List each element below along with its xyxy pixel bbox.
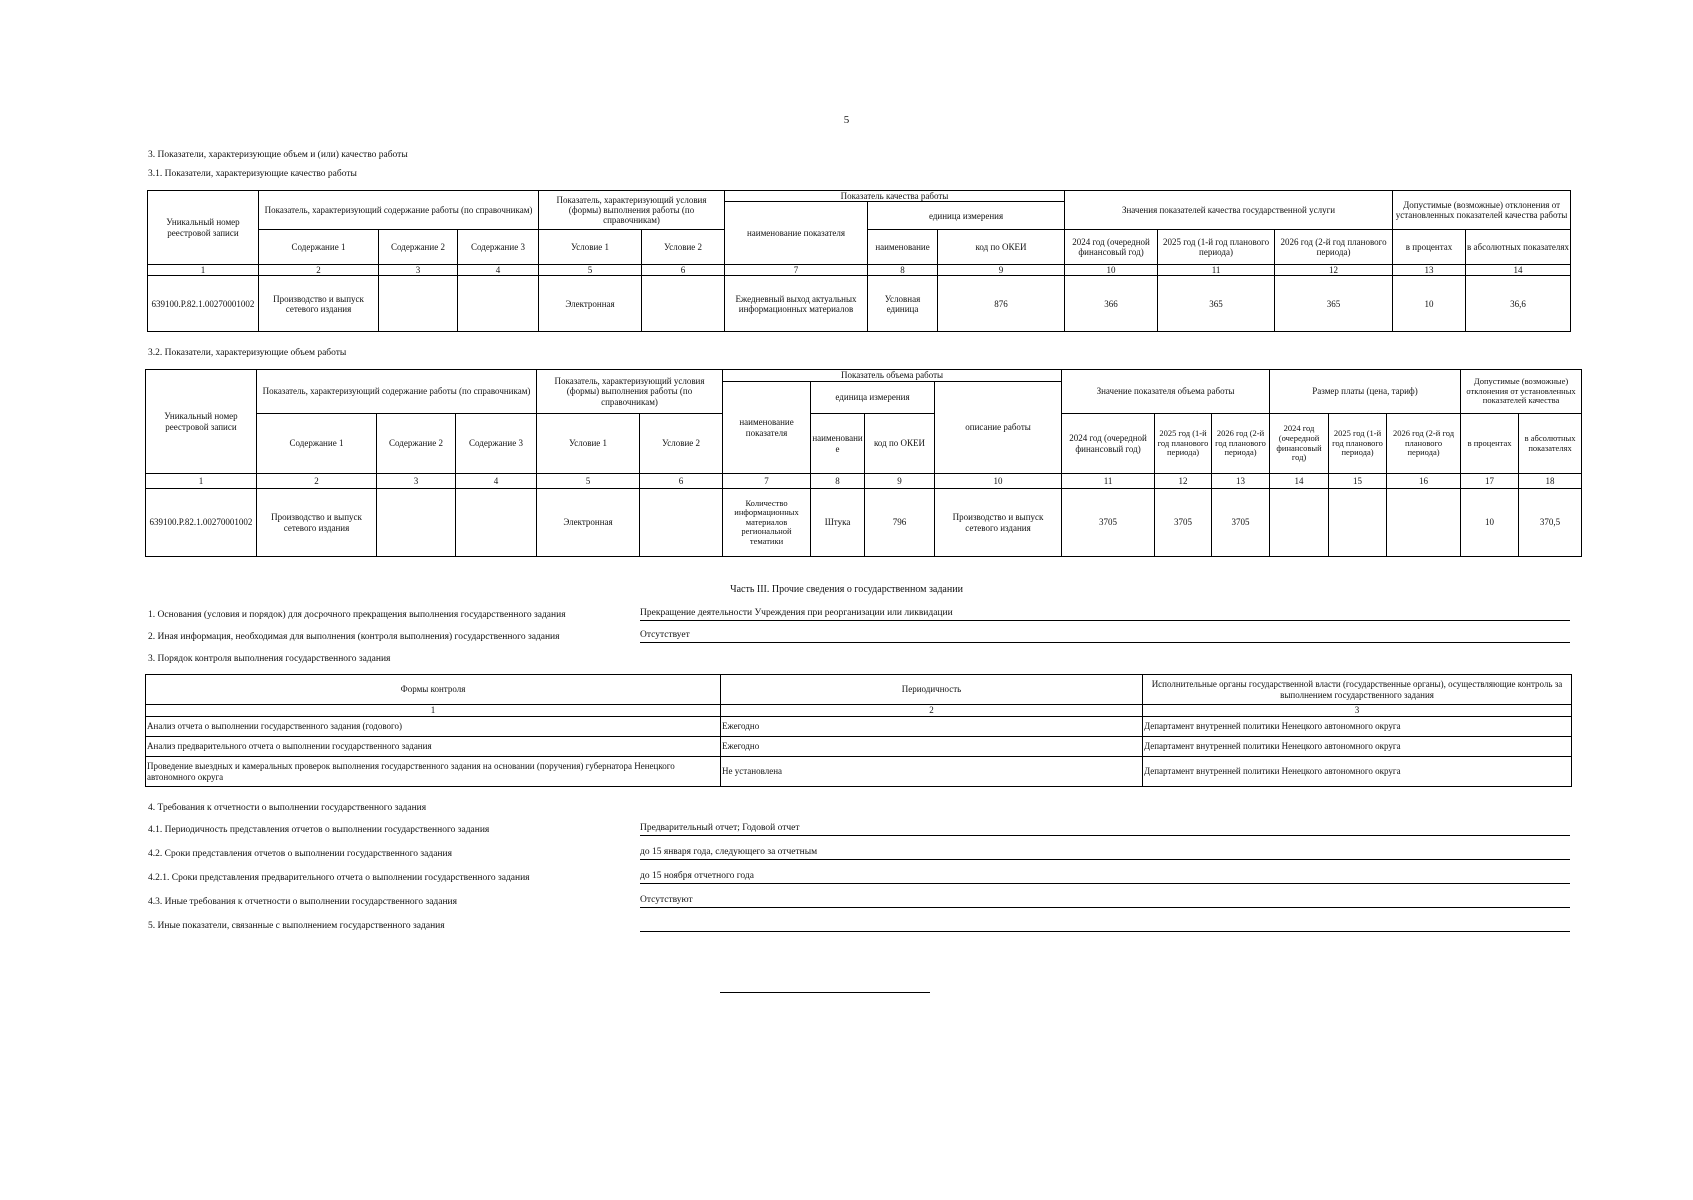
col-number: 8 xyxy=(868,265,938,276)
field-label: 4.3. Иные требования к отчетности о выполнении государственного задания xyxy=(148,897,457,907)
field-label: 2. Иная информация, необходимая для выполнения (контроля выполнения) государственного задания xyxy=(148,632,560,642)
cell-f2026 xyxy=(1387,489,1461,557)
column-numbers-row xyxy=(146,474,1582,489)
page-number: 5 xyxy=(843,114,850,126)
field-value: Прекращение деятельности Учреждения при реорганизации или ликвидации xyxy=(640,608,1570,621)
cell-periodicity: Не установлена xyxy=(721,757,1143,787)
cell-absolute: 370,5 xyxy=(1519,489,1582,557)
control-title: 3. Порядок контроля выполнения государственного задания xyxy=(148,654,391,664)
col-number: 12 xyxy=(1155,474,1212,489)
header-fee: Размер платы (цена, тариф) xyxy=(1270,370,1461,414)
section-3-2-title: 3.2. Показатели, характеризующие объем работы xyxy=(148,348,347,358)
header-fee-y2026: 2026 год (2-й год планового периода) xyxy=(1387,414,1461,474)
header-content3: Содержание 3 xyxy=(456,414,537,474)
col-number: 14 xyxy=(1466,265,1571,276)
control-table xyxy=(145,674,1572,787)
header-periodicity: Периодичность xyxy=(721,675,1143,705)
header-absolute: в абсолютных показателях xyxy=(1519,414,1582,474)
cell-work-desc: Производство и выпуск сетевого издания xyxy=(935,489,1062,557)
col-number: 18 xyxy=(1519,474,1582,489)
cell-v2024: 3705 xyxy=(1062,489,1155,557)
col-number: 11 xyxy=(1062,474,1155,489)
cell-okei: 796 xyxy=(865,489,935,557)
col-number: 9 xyxy=(865,474,935,489)
col-number: 3 xyxy=(1143,705,1572,717)
table-row xyxy=(146,737,1572,757)
section-3-title: 3. Показатели, характеризующие объем и (или) качество работы xyxy=(148,150,408,160)
header-cond1: Условие 1 xyxy=(537,414,640,474)
header-y2024: 2024 год (очередной финансовый год) xyxy=(1065,230,1158,265)
col-number: 10 xyxy=(1065,265,1158,276)
cell-content2 xyxy=(377,489,456,557)
cell-unique-number: 639100.Р.82.1.00270001002 xyxy=(148,276,259,332)
header-absolute: в абсолютных показателях xyxy=(1466,230,1571,265)
cell-cond2 xyxy=(642,276,725,332)
header-okei: код по ОКЕИ xyxy=(865,414,935,474)
cell-content2 xyxy=(379,276,458,332)
header-control-form: Формы контроля xyxy=(146,675,721,705)
col-number: 8 xyxy=(811,474,865,489)
field-label: 1. Основания (условия и порядок) для досрочного прекращения выполнения государственного задания xyxy=(148,610,566,620)
cell-cond1: Электронная xyxy=(539,276,642,332)
header-content-indicator: Показатель, характеризующий содержание работы (по справочникам) xyxy=(259,191,539,230)
col-number: 13 xyxy=(1393,265,1466,276)
header-y2026: 2026 год (2-й год планового периода) xyxy=(1212,414,1270,474)
cell-content3 xyxy=(458,276,539,332)
header-quality-indicator: Показатель качества работы xyxy=(725,191,1065,202)
header-okei: код по ОКЕИ xyxy=(938,230,1065,265)
header-percent: в процентах xyxy=(1393,230,1466,265)
col-number: 3 xyxy=(377,474,456,489)
header-content1: Содержание 1 xyxy=(259,230,379,265)
col-number: 16 xyxy=(1387,474,1461,489)
col-number: 7 xyxy=(725,265,868,276)
field-label: 5. Иные показатели, связанные с выполнением государственного задания xyxy=(148,921,445,931)
col-number: 3 xyxy=(379,265,458,276)
header-content1: Содержание 1 xyxy=(257,414,377,474)
cell-control-body: Департамент внутренней политики Ненецкого автономного округа xyxy=(1143,737,1572,757)
header-value: Значение показателя объема работы xyxy=(1062,370,1270,414)
cell-f2024 xyxy=(1270,489,1329,557)
header-content-indicator: Показатель, характеризующий содержание работы (по справочникам) xyxy=(257,370,537,414)
header-y2025: 2025 год (1-й год планового периода) xyxy=(1158,230,1275,265)
column-numbers-row xyxy=(146,705,1572,717)
column-numbers-row xyxy=(148,265,1571,276)
cell-content3 xyxy=(456,489,537,557)
cell-v2025: 3705 xyxy=(1155,489,1212,557)
col-number: 14 xyxy=(1270,474,1329,489)
col-number: 1 xyxy=(148,265,259,276)
header-content2: Содержание 2 xyxy=(379,230,458,265)
cell-control-body: Департамент внутренней политики Ненецкого автономного округа xyxy=(1143,717,1572,737)
header-condition-indicator: Показатель, характеризующий условия (формы) выполнения работы (по справочникам) xyxy=(537,370,723,414)
cell-periodicity: Ежегодно xyxy=(721,737,1143,757)
col-number: 2 xyxy=(259,265,379,276)
cell-okei: 876 xyxy=(938,276,1065,332)
table-row xyxy=(146,489,1582,557)
quality-table xyxy=(147,190,1571,332)
field-value: до 15 января года, следующего за отчетным xyxy=(640,847,1570,860)
field-value: до 15 ноября отчетного года xyxy=(640,871,1570,884)
cell-f2025 xyxy=(1329,489,1387,557)
header-cond2: Условие 2 xyxy=(640,414,723,474)
header-unit-name: наименование xyxy=(868,230,938,265)
header-unique-number: Уникальный номер реестровой записи xyxy=(148,191,259,265)
col-number: 11 xyxy=(1158,265,1275,276)
header-unit: единица измерения xyxy=(868,202,1065,230)
header-y2024: 2024 год (очередной финансовый год) xyxy=(1062,414,1155,474)
col-number: 15 xyxy=(1329,474,1387,489)
col-number: 2 xyxy=(257,474,377,489)
field-label: 4.2. Сроки представления отчетов о выполнении государственного задания xyxy=(148,849,452,859)
col-number: 10 xyxy=(935,474,1062,489)
cell-unique-number: 639100.Р.82.1.00270001002 xyxy=(146,489,257,557)
header-y2026: 2026 год (2-й год планового периода) xyxy=(1275,230,1393,265)
cell-unit-name: Штука xyxy=(811,489,865,557)
col-number: 17 xyxy=(1461,474,1519,489)
header-content3: Содержание 3 xyxy=(458,230,539,265)
field-value: Отсутствуют xyxy=(640,895,1570,908)
cell-control-body: Департамент внутренней политики Ненецкого автономного округа xyxy=(1143,757,1572,787)
col-number: 12 xyxy=(1275,265,1393,276)
col-number: 7 xyxy=(723,474,811,489)
cell-v2025: 365 xyxy=(1158,276,1275,332)
header-unit: единица измерения xyxy=(811,382,935,414)
table-row xyxy=(146,757,1572,787)
header-cond2: Условие 2 xyxy=(642,230,725,265)
field-value: Предварительный отчет; Годовой отчет xyxy=(640,823,1570,836)
header-cond1: Условие 1 xyxy=(539,230,642,265)
cell-cond2 xyxy=(640,489,723,557)
cell-v2026: 365 xyxy=(1275,276,1393,332)
header-y2025: 2025 год (1-й год планового периода) xyxy=(1155,414,1212,474)
cell-indicator-name: Ежедневный выход актуальных информационных материалов xyxy=(725,276,868,332)
cell-control-form: Анализ предварительного отчета о выполнении государственного задания xyxy=(146,737,721,757)
field-value xyxy=(640,919,1570,932)
cell-control-form: Анализ отчета о выполнении государственного задания (годового) xyxy=(146,717,721,737)
header-deviations: Допустимые (возможные) отклонения от установленных показателей качества работы xyxy=(1393,191,1571,230)
col-number: 5 xyxy=(539,265,642,276)
header-fee-y2025: 2025 год (1-й год планового периода) xyxy=(1329,414,1387,474)
header-work-desc: описание работы xyxy=(935,382,1062,474)
header-values: Значения показателей качества государственной услуги xyxy=(1065,191,1393,230)
header-deviations: Допустимые (возможные) отклонения от установленных показателей качества xyxy=(1461,370,1582,414)
header-content2: Содержание 2 xyxy=(377,414,456,474)
cell-unit-name: Условная единица xyxy=(868,276,938,332)
header-fee-y2024: 2024 год (очередной финансовый год) xyxy=(1270,414,1329,474)
table-row xyxy=(148,276,1571,332)
table-row xyxy=(146,717,1572,737)
header-volume-indicator: Показатель объема работы xyxy=(723,370,1062,382)
field-label: 4.2.1. Сроки представления предварительного отчета о выполнении государственного задания xyxy=(148,873,530,883)
col-number: 13 xyxy=(1212,474,1270,489)
section-3-1-title: 3.1. Показатели, характеризующие качество работы xyxy=(148,169,357,179)
cell-absolute: 36,6 xyxy=(1466,276,1571,332)
header-unit-name: наименование xyxy=(811,414,865,474)
cell-percent: 10 xyxy=(1461,489,1519,557)
col-number: 6 xyxy=(640,474,723,489)
cell-cond1: Электронная xyxy=(537,489,640,557)
col-number: 1 xyxy=(146,705,721,717)
col-number: 5 xyxy=(537,474,640,489)
col-number: 4 xyxy=(456,474,537,489)
cell-periodicity: Ежегодно xyxy=(721,717,1143,737)
col-number: 6 xyxy=(642,265,725,276)
header-indicator-name: наименование показателя xyxy=(723,382,811,474)
part-3-title: Часть III. Прочие сведения о государственном задании xyxy=(730,584,963,595)
cell-percent: 10 xyxy=(1393,276,1466,332)
cell-content1: Производство и выпуск сетевого издания xyxy=(257,489,377,557)
reporting-title: 4. Требования к отчетности о выполнении государственного задания xyxy=(148,803,427,813)
header-unique-number: Уникальный номер реестровой записи xyxy=(146,370,257,474)
col-number: 2 xyxy=(721,705,1143,717)
col-number: 4 xyxy=(458,265,539,276)
header-control-body: Исполнительные органы государственной власти (государственные органы), осуществляющие контроль за выполнением государственного задания xyxy=(1143,675,1572,705)
field-label: 4.1. Периодичность представления отчетов о выполнении государственного задания xyxy=(148,825,490,835)
header-percent: в процентах xyxy=(1461,414,1519,474)
cell-v2026: 3705 xyxy=(1212,489,1270,557)
header-indicator-name: наименование показателя xyxy=(725,202,868,265)
col-number: 1 xyxy=(146,474,257,489)
header-condition-indicator: Показатель, характеризующий условия (формы) выполнения работы (по справочникам) xyxy=(539,191,725,230)
cell-indicator-name: Количество информационных материалов региональной тематики xyxy=(723,489,811,557)
cell-content1: Производство и выпуск сетевого издания xyxy=(259,276,379,332)
footer-separator xyxy=(720,992,930,993)
cell-control-form: Проведение выездных и камеральных проверок выполнения государственного задания на основании (поручения) губернатора Ненецкого автономного округа xyxy=(146,757,721,787)
cell-v2024: 366 xyxy=(1065,276,1158,332)
volume-table xyxy=(145,369,1582,557)
field-value: Отсутствует xyxy=(640,630,1570,643)
col-number: 9 xyxy=(938,265,1065,276)
